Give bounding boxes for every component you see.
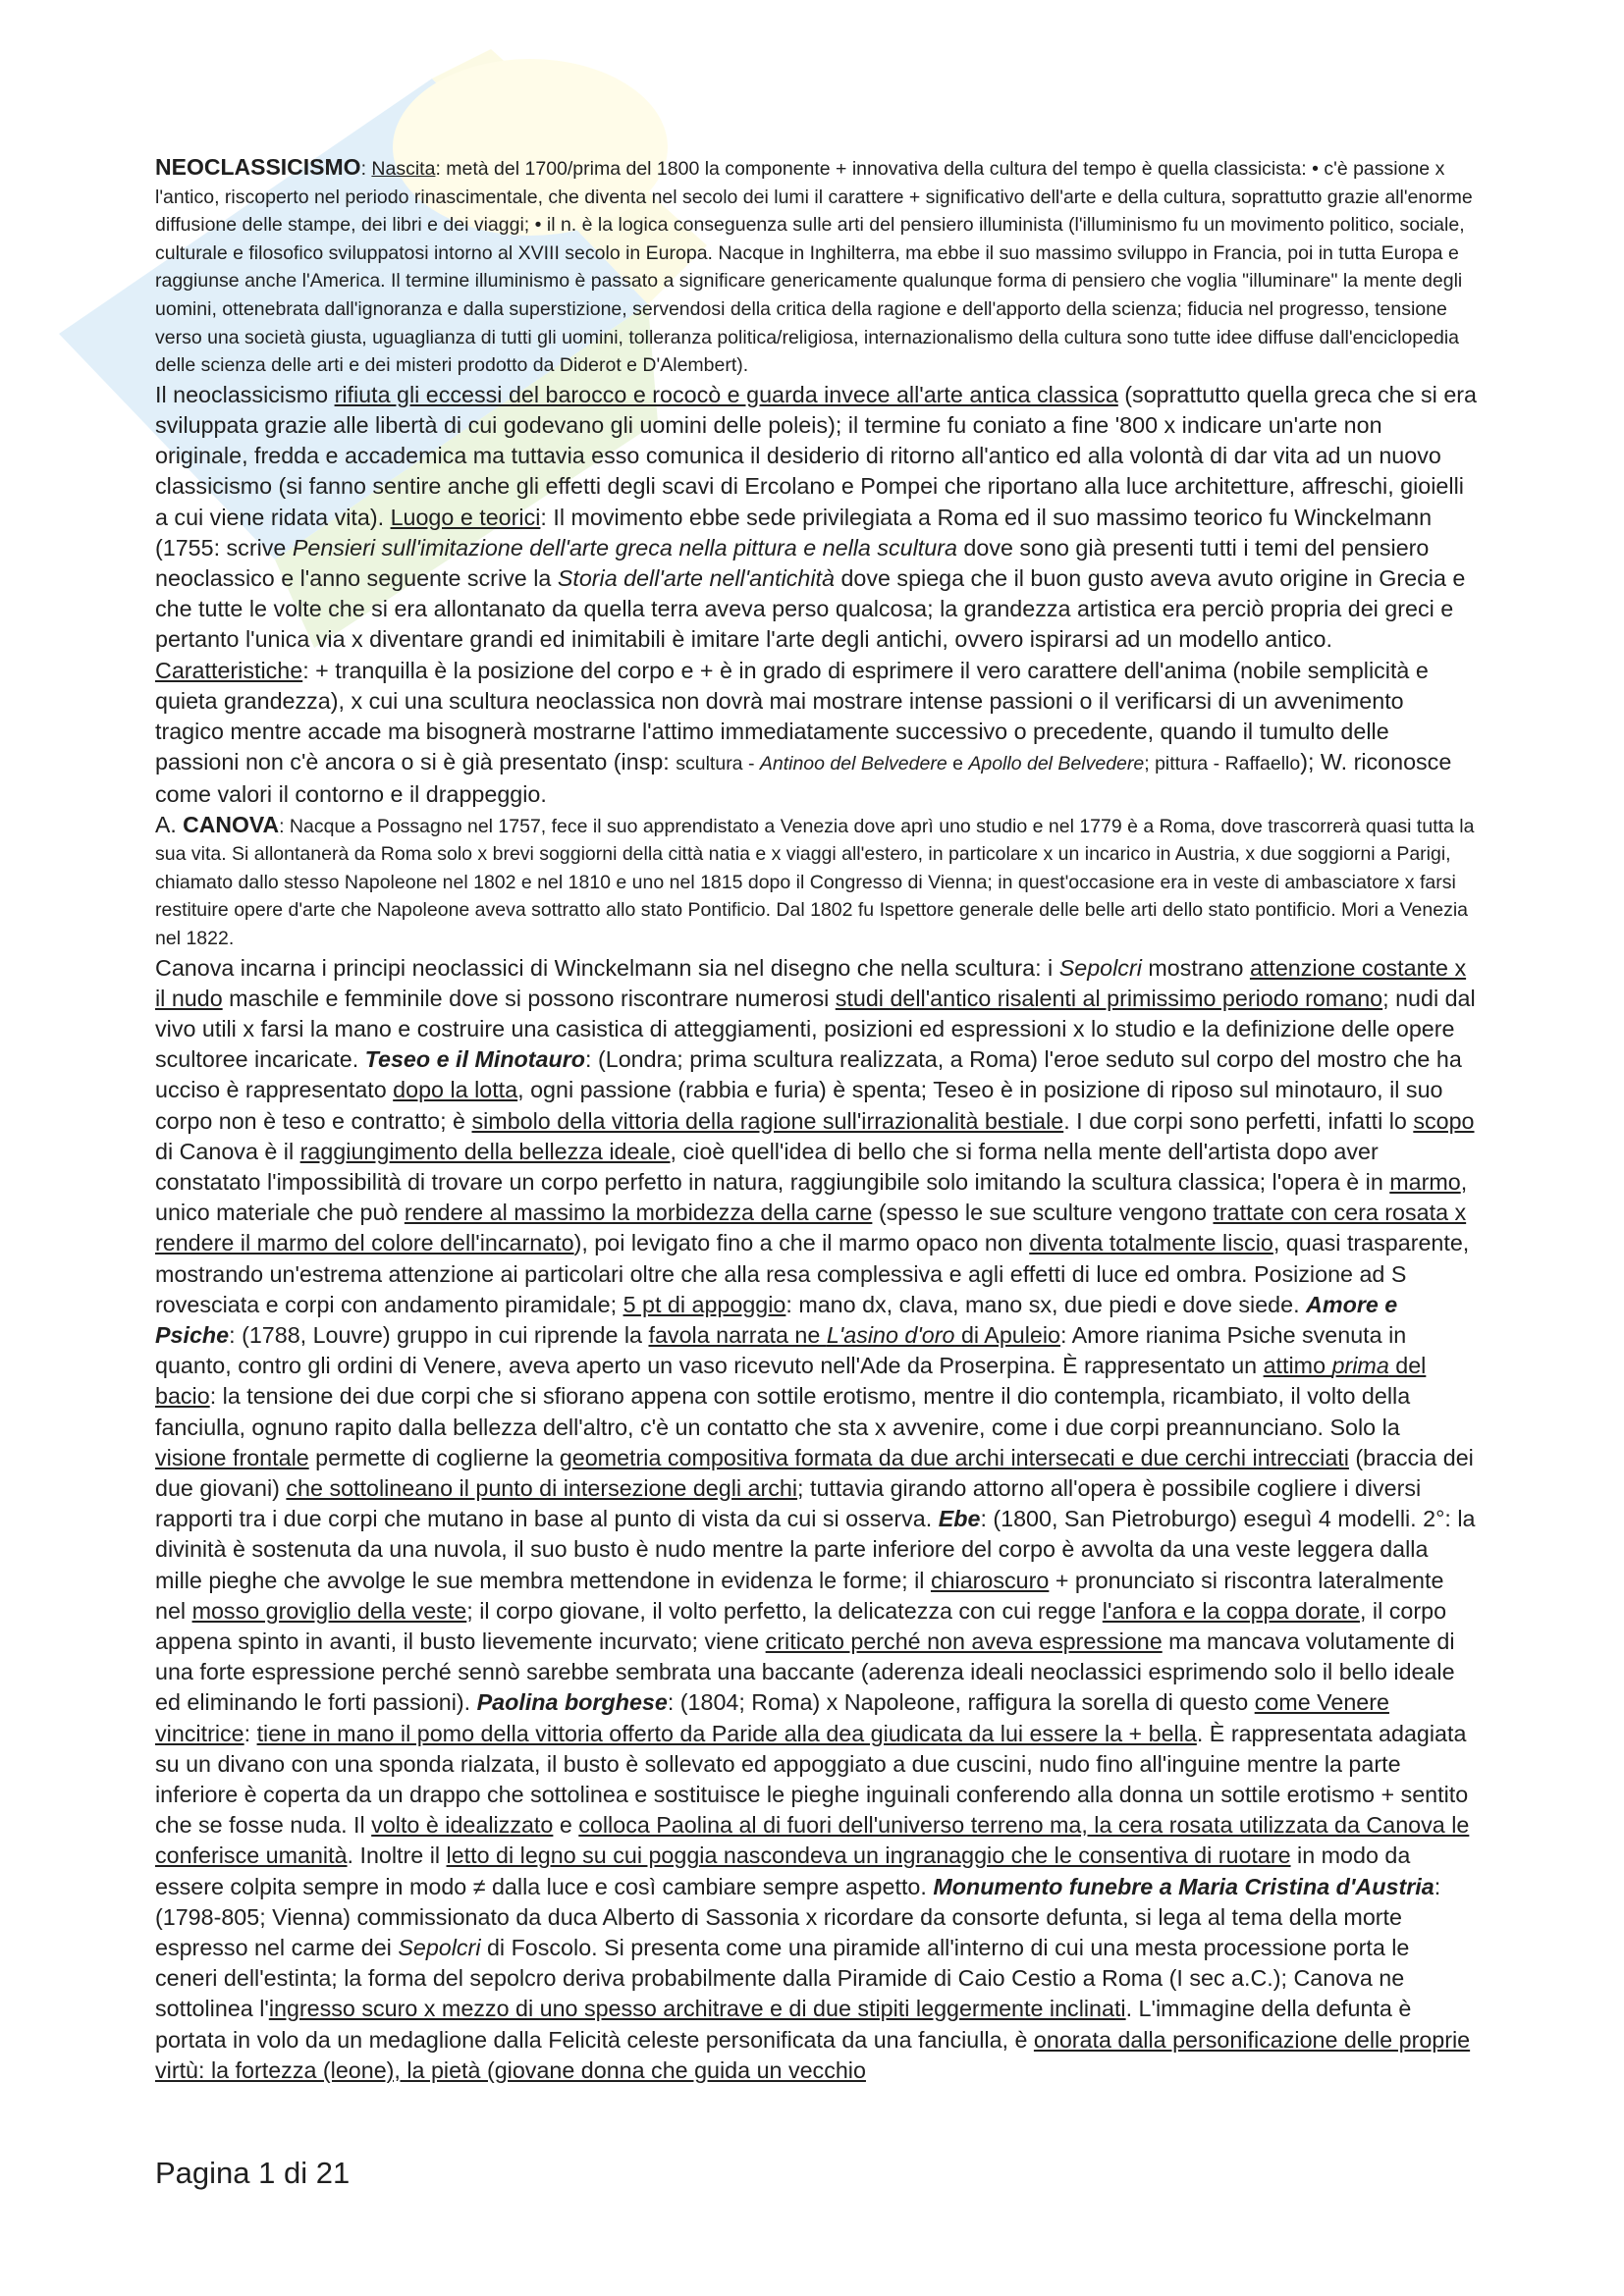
work-title-teseo: Teseo e il Minotauro xyxy=(364,1046,586,1073)
page-number: Pagina 1 di 21 xyxy=(155,2156,351,2190)
canova-heading: CANOVA xyxy=(183,811,280,837)
work-title-paolina: Paolina borghese xyxy=(476,1689,668,1716)
label-caratteristiche: Caratteristiche xyxy=(155,657,303,683)
work-title-monumento: Monumento funebre a Maria Cristina d'Austria xyxy=(933,1873,1435,1899)
work-title-ebe: Ebe xyxy=(938,1506,981,1532)
label-nascita: Nascita xyxy=(371,158,436,180)
canova-bio-paragraph: A. CANOVA: Nacque a Possagno nel 1757, fece il suo apprendistato a Venezia dove aprì uno studio e nel 1779 è a Roma, dove trascorrerà quasi tutta la sua vita. Si allontanerà da Roma solo x brevi soggiorni della città natia e x viaggi all'estero, in particolare x un incarico in Austria, x due soggiorni a Parigi, chiamato dallo stesso Napoleone nel 1802 e nel 1810 e uno nel 1815 dopo il Congresso di Vienna; in quest'occasione era in veste di ambasciatore x farsi restituire opere d'arte che Napoleone aveva sottratto allo stato Pontificio. Dal 1802 fu Ispettore generale delle belle arti dello stato pontificio. Mori a Venezia nel 1822. xyxy=(155,811,1475,949)
label-luogo-teorici: Luogo e teorici xyxy=(390,504,541,530)
work-title-amore-psiche: Amore e Psiche xyxy=(155,1291,1398,1348)
section-title: NEOCLASSICISMO xyxy=(155,154,361,180)
document-body xyxy=(155,153,1477,2086)
intro-paragraph: NEOCLASSICISMO: Nascita: metà del 1700/prima del 1800 la componente + innovativa della cultura del tempo è quella classicista: • c'è passione x l'antico, riscoperto nel periodo rinascimentale, che diventa nel secolo dei lumi il carattere + significativo dell'arte e della cultura, soprattutto grazie all'enorme diffusione delle stampe, dei libri e dei viaggi; • il n. è la logica conseguenza sulle arti del pensiero illuminista (l'illuminismo fu un movimento politico, sociale, culturale e filosofico sviluppatosi intorno al XVIII secolo in Europa. Nacque in Inghilterra, ma ebbe il suo massimo sviluppo in Francia, poi in tutta Europa e raggiunse anche l'America. Il termine illuminismo è passato a significare genericamente qualunque forma di pensiero che voglia "illuminare" la mente degli uomini, ottenebrata dall'ignoranza e dalla superstizione, servendosi della critica della ragione e dell'apporto della scienza; fiducia nel progresso, tensione verso una società giusta, uguaglianza di tutti gli uomini, tolleranza politica/religiosa, internazionalismo della cultura sono tutte idee diffuse dall'enciclopedia delle scienza delle arti e dei misteri prodotto da Diderot e D'Alembert). xyxy=(155,154,1473,377)
canova-works-paragraph: Canova incarna i principi neoclassici di Winckelmann sia nel disegno che nella scultura: i Sepolcri mostrano attenzione costante x il nudo maschile e femminile dove si possono riscontrare numerosi studi dell'antico risalenti al primissimo periodo romano; nudi dal vivo utili x farsi la mano e costruire una casistica di atteggiamenti, posizioni ed espressioni x lo studio e la definizione delle opere scultoree incaricate. Teseo e il Minotauro: (Londra; prima scultura realizzata, a Roma) l'eroe seduto sul corpo del mostro che ha ucciso è rappresentato dopo la lotta, ogni passione (rabbia e furia) è spenta; Teseo è in posizione di riposo sul minotauro, il suo corpo non è teso e contratto; è simbolo della vittoria della ragione sull'irrazionalità bestiale. I due corpi sono perfetti, infatti lo scopo di Canova è il raggiungimento della bellezza ideale, cioè quell'idea di bello che si forma nella mente dell'artista dopo aver constatato l'impossibilità di trovare un corpo perfetto in natura, raggiungibile solo imitando la scultura classica; l'opera è in marmo, unico materiale che può rendere al massimo la morbidezza della carne (spesso le sue sculture vengono trattate con cera rosata x rendere il marmo del colore dell'incarnato), poi levigato fino a che il marmo opaco non diventa totalmente liscio, quasi trasparente, mostrando un'estrema attenzione ai particolari oltre che alla resa complessiva e agli effetti di luce ed ombra. Posizione ad S rovesciata e corpi con andamento piramidale; 5 pt di appoggio: mano dx, clava, mano sx, due piedi e dove siede. Amore e Psiche: (1788, Louvre) gruppo in cui riprende la favola narrata ne L'asino d'oro di Apuleio: Amore rianima Psiche svenuta in quanto, contro gli ordini di Venere, aveva aperto un vaso ricevuto nell'Ade da Proserpina. È rappresentato un attimo prima del bacio: la tensione dei due corpi che si sfiorano appena con sottile erotismo, mentre il dio contempla, ricambiato, il volto della fanciulla, ognuno rapito dalla bellezza dell'altro, c'è un contatto che sta x avvenire, come i due corpi preannunciano. Solo la visione frontale permette di coglierne la geometria compositiva formata da due archi intersecati e due cerchi intrecciati (braccia dei due giovani) che sottolineano il punto di intersezione degli archi; tuttavia girando attorno all'opera è possibile cogliere i diversi rapporti tra i due corpi che mutano in base al punto di vista da cui si osserva. Ebe: (1800, San Pietroburgo) eseguì 4 modelli. 2°: la divinità è sostenuta da una nuvola, il suo busto è nudo mentre la parte inferiore del corpo è avvolta da una veste leggera dalla mille pieghe che avvolge le sue membra mettendone in evidenza le forme; il chiaroscuro + pronunciato si riscontra lateralmente nel mosso groviglio della veste; il corpo giovane, il volto perfetto, la delicatezza con cui regge l'anfora e la coppa dorate, il corpo appena spinto in avanti, il busto lievemente incurvato; viene criticato perché non aveva espressione ma mancava volutamente di una forte espressione perché sennò sarebbe sembrata una baccante (aderenza ideali neoclassici esprimendo solo il bello ideale ed eliminando le forti passioni). Paolina borghese: (1804; Roma) x Napoleone, raffigura la sorella di questo come Venere vincitrice: tiene in mano il pomo della vittoria offerto da Paride alla dea giudicata da lui essere la + bella. È rappresentata adagiata su un divano con una sponda rialzata, il busto è sollevato ed appoggiato a due cuscini, nudo fino all'inguine mentre la parte inferiore è coperta da un drappo che sottolinea e sostituisce le pieghe inguinali conferendo alla donna un sottile erotismo + sentito che se fosse nuda. Il volto è idealizzato e colloca Paolina al di fuori dell'universo terreno ma, la cera rosata utilizzata da Canova le conferisce umanità. Inoltre il letto di legno su cui poggia nascondeva un ingranaggio che le consentiva di ruotare in modo da essere colpita sempre in modo ≠ dalla luce e così cambiare sempre aspetto. Monumento funebre a Maria Cristina d'Austria: (1798-805; Vienna) commissionato da duca Alberto di Sassonia x ricordare da consorte defunta, si lega al tema della morte espresso nel carme dei Sepolcri di Foscolo. Si presenta come una piramide all'interno di cui una mesta processione porta le ceneri dell'estinta; la forma del sepolcro deriva probabilmente dalla Piramide di Caio Cestio a Roma (I sec a.C.); Canova ne sottolinea l'ingresso scuro x mezzo di uno spesso architrave e di due stipiti leggermente inclinati. L'immagine della defunta è portata in volo da un medaglione dalla Felicità celeste personificata da una fanciulla, è onorata dalla personificazione delle proprie virtù: la fortezza (leone), la pietà (giovane donna che guida un vecchio xyxy=(155,954,1476,2083)
neoclassicism-paragraph: Il neoclassicismo rifiuta gli eccessi del barocco e rococò e guarda invece all'arte antica classica (soprattutto quella greca che si era sviluppata grazie alle libertà di cui godevano gli uomini delle poleis); il termine fu coniato a fine '800 x indicare un'arte non originale, fredda e accademica ma tuttavia esso comunica il desiderio di ritorno all'antico ed alla volontà di dar vita ad un nuovo classicismo (si fanno sentire anche gli effetti degli scavi di Ercolano e Pompei che riportano alla luce architetture, affreschi, gioielli a cui viene ridata vita). Luogo e teorici: Il movimento ebbe sede privilegiata a Roma ed il suo massimo teorico fu Winckelmann (1755: scrive Pensieri sull'imitazione dell'arte greca nella pittura e nella scultura dove sono già presenti tutti i temi del pensiero neoclassico e l'anno seguente scrive la Storia dell'arte nell'antichità dove spiega che il buon gusto aveva avuto origine in Grecia e che tutte le volte che si era allontanato da quella terra aveva perso qualcosa; la grandezza artistica era perciò propria dei greci e pertanto l'unica via x diventare grandi ed inimitabili è imitare l'arte degli antichi, ovvero ispirarsi ad un modello antico. Caratteristiche: + tranquilla è la posizione del corpo e + è in grado di esprimere il vero carattere dell'anima (nobile semplicità e quieta grandezza), x cui una scultura neoclassica non dovrà mai mostrare intense passioni o il verificarsi di un avvenimento tragico mentre accade ma bisognerà mostrarne l'attimo immediatamente successivo o precedente, quando il tumulto delle passioni non c'è ancora o si è già presentato (insp: scultura - Antinoo del Belvedere e Apollo del Belvedere; pittura - Raffaello); W. riconosce come valori il contorno e il drappeggio. xyxy=(155,381,1477,808)
